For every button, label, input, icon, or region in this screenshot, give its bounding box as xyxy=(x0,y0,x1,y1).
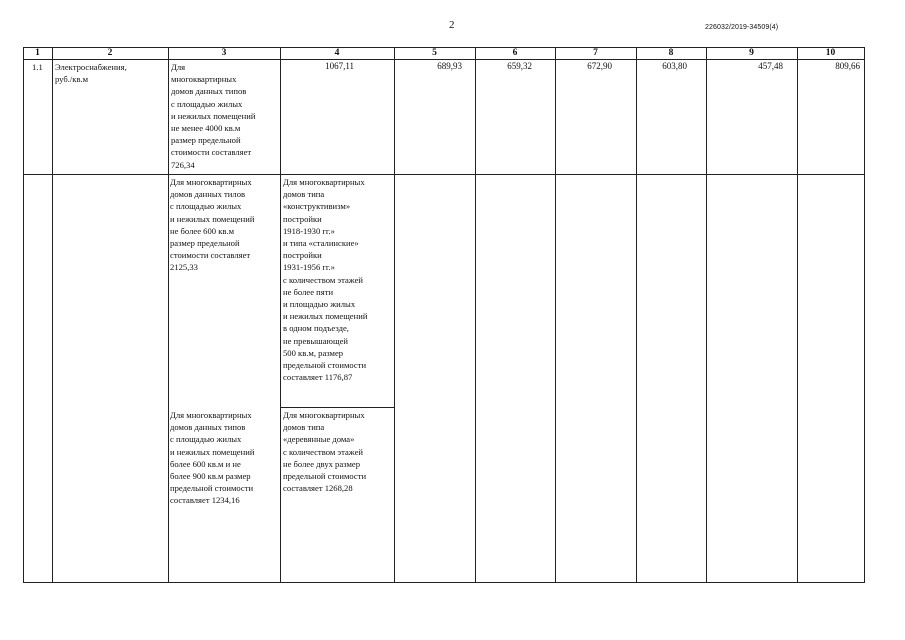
value-col4: 1067,11 xyxy=(325,61,354,71)
page-number: 2 xyxy=(449,19,455,31)
row1-bottom-border xyxy=(23,174,865,175)
table-bottom-border xyxy=(23,582,865,583)
row-name: Электроснабжения, руб./кв.м xyxy=(55,62,127,85)
header-bottom-border xyxy=(23,59,865,60)
header-col-6: 6 xyxy=(512,48,518,58)
header-col-8: 8 xyxy=(668,48,674,58)
col-border-5 xyxy=(394,47,395,583)
col-border-2 xyxy=(52,47,53,583)
header-col-10: 10 xyxy=(825,48,836,58)
row2-col4-text: Для многоквартирных домов типа «конструктивизм» постройки 1918-1930 гг.» и типа «сталинские» постройки 1931-1956 гг.» с количеством этажей не более пяти и площадью жилых и нежилых помещений в одном подъезде, не превышающей 500 кв.м, размер предельной стоимости составляет 1176,87 xyxy=(283,177,368,383)
col-border-1 xyxy=(23,47,24,583)
value-col10: 809,66 xyxy=(835,61,860,71)
col-border-10 xyxy=(797,47,798,583)
col-border-11 xyxy=(864,47,865,583)
col-border-7 xyxy=(555,47,556,583)
col-border-3 xyxy=(168,47,169,583)
value-col9: 457,48 xyxy=(758,61,783,71)
header-col-2: 2 xyxy=(107,48,113,58)
col-border-8 xyxy=(636,47,637,583)
header-col-4: 4 xyxy=(334,48,340,58)
header-col-5: 5 xyxy=(432,48,437,58)
header-col-3: 3 xyxy=(221,48,227,58)
row2-col3b-text: Для многоквартирных домов данных типов с площадью жилых и нежилых помещений более 600 кв.м и не более 900 кв.м размер предельной стоимости составляет 1234,16 xyxy=(170,410,255,506)
value-col6: 659,32 xyxy=(507,61,532,71)
col-border-4 xyxy=(280,47,281,583)
header-col-9: 9 xyxy=(749,48,754,58)
value-col7: 672,90 xyxy=(587,61,612,71)
col-border-9 xyxy=(706,47,707,583)
header-col-1: 1 xyxy=(35,48,40,58)
row2-col3-text: Для многоквартирных домов данных тилов с площадью жилых и нежилых помещений не более 600 кв.м размер предельной стоимости составляет 2125,33 xyxy=(170,177,255,273)
col-border-6 xyxy=(475,47,476,583)
col4-split-border xyxy=(280,407,394,408)
header-col-7: 7 xyxy=(593,48,598,58)
value-col5: 689,93 xyxy=(437,61,462,71)
row-number: 1.1 xyxy=(32,62,43,72)
row2-col4b-text: Для многоквартирных домов типа «деревянные дома» с количеством этажей не более двух размер предельной стоимости составляет 1268,28 xyxy=(283,410,367,494)
document-id: 226032/2019-34509(4) xyxy=(705,24,779,31)
value-col8: 603,80 xyxy=(662,61,687,71)
row1-col3-text: Для многоквартирных домов данных типов с площадью жилых и нежилых помещений не менее 4000 кв.м размер предельной стоимости составляет 726,34 xyxy=(171,62,256,170)
